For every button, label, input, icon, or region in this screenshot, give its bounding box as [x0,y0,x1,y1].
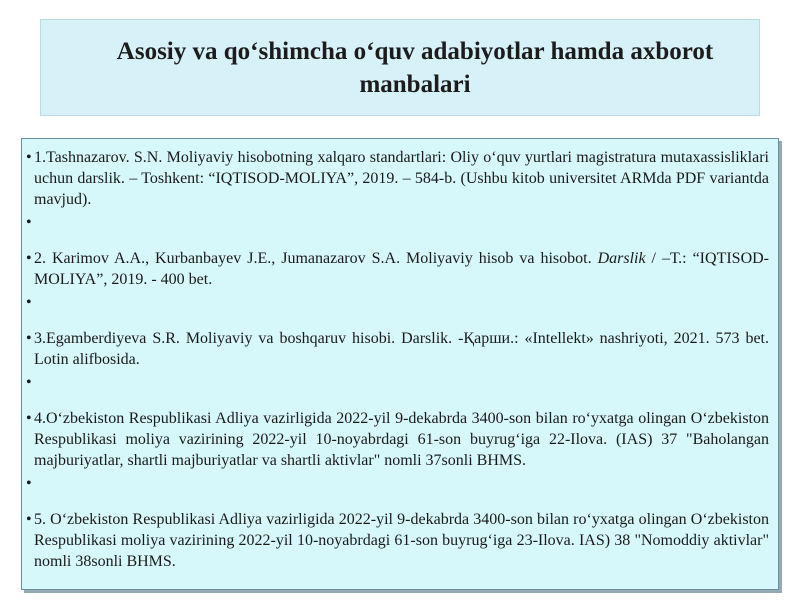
empty-bullet-item [26,372,769,393]
reference-text-2-rest: / –Т.: “IQTISOD-MOLIYA”, 2019. - 400 bet. [34,250,770,288]
reference-text-2 [34,250,769,288]
reference-item-2 [26,248,769,290]
reference-text-3: 3.Egamberdiyeva S.R. Moliyaviy va boshqaruv hisobi. Darslik. -Қарши.: «Intellekt» nashriyoti, 2021. 573 bet. Lotin alifbosida. [34,330,769,368]
bullet-marker: • [26,214,32,231]
references-box [21,138,779,590]
reference-item-3 [26,328,769,370]
empty-bullet-item [26,292,769,313]
bullet-marker: • [26,149,32,166]
empty-bullet-item [26,212,769,233]
bullet-marker: • [26,250,32,267]
bullet-marker: • [26,294,32,311]
reference-text-2-italic: Darslik [597,250,646,267]
reference-text-4: 4.O‘zbekiston Respublikasi Adliya vazirligida 2022-yil 9-dekabrda 3400-son bilan ro‘yxatga olingan O‘zbekiston Respublikasi moliya vazirining 2022-yil 10-noyabrdagi 61-son buyrug‘iga 22-Ilova. (IAS) 37 "Baholangan majburiyatlar, shartli majburiyatlar va shartli aktivlar" nomli 37sonli BHMS. [34,410,769,469]
reference-item-1 [26,147,769,210]
title-box [40,19,760,116]
bullet-marker: • [26,475,32,492]
reference-text-2-main: 2. Karimov A.A., Kurbanbayev J.E., Jumanazarov S.A. Moliyaviy hisob va hisobot. [34,250,598,267]
empty-bullet-item [26,473,769,494]
reference-item-4 [26,408,769,471]
page-title: Asosiy va qo‘shimcha o‘quv adabiyotlar hamda axborot manbalari [116,37,714,98]
reference-text-5: 5. O‘zbekiston Respublikasi Adliya vazirligida 2022-yil 9-dekabrda 3400-son bilan ro‘yxatga olingan O‘zbekiston Respublikasi moliya vazirining 2022-yil 10-noyabrdagi 61-son buyrug‘iga 23-Ilova. IAS) 38 "Nomoddiy aktivlar" nomli 38sonli BHMS. [34,511,769,570]
bullet-marker: • [26,330,32,347]
reference-item-5 [26,509,769,572]
bullet-marker: • [26,374,32,391]
reference-text-1: 1.Tashnazarov. S.N. Moliyaviy hisobotning xalqaro standartlari: Oliy o‘quv yurtlari magistratura mutaxassisliklari uchun darslik. – Toshkent: “IQTISOD-MOLIYA”, 2019. – 584-b. (Ushbu kitob universitet ARMda PDF variantda mavjud). [34,149,769,208]
bullet-marker: • [26,410,32,427]
bullet-marker: • [26,511,32,528]
